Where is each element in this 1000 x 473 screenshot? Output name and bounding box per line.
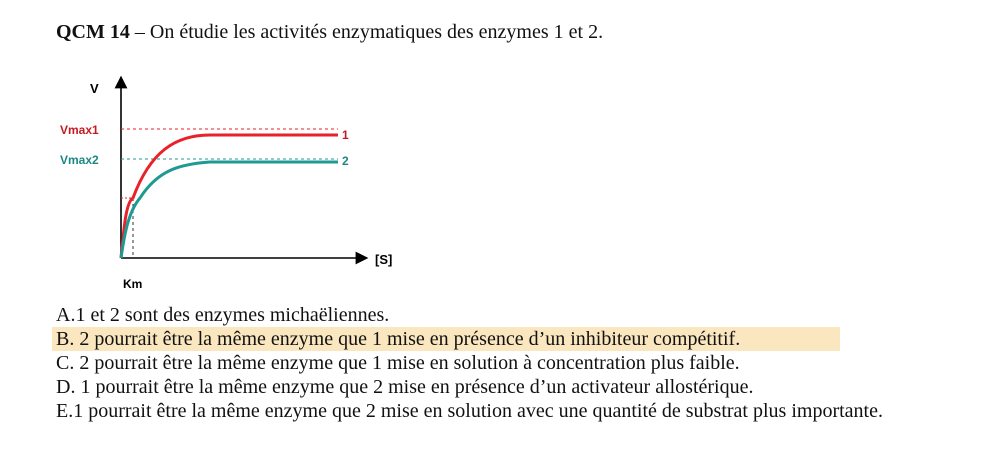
series-1-curve: [121, 135, 338, 258]
answer-list: [52, 303, 992, 423]
vmax2-label: Vmax2: [60, 153, 99, 167]
chart-svg: [40, 72, 420, 297]
answer-e: E.1 pourrait être la même enzyme que 2 mise en solution avec une quantité de substrat plus importante.: [56, 400, 883, 422]
series-1-label: 1: [342, 128, 349, 142]
answer-c: C. 2 pourrait être la même enzyme que 1 mise en solution à concentration plus faible.: [56, 352, 740, 374]
question-label: QCM 14: [56, 21, 130, 43]
question-separator: –: [129, 21, 150, 43]
question-text: On étudie les activités enzymatiques des enzymes 1 et 2.: [149, 21, 604, 43]
y-axis-label: V: [90, 81, 99, 96]
answer-a: A.1 et 2 sont des enzymes michaëliennes.: [56, 304, 390, 326]
enzyme-kinetics-chart: [40, 72, 420, 297]
question-title: [56, 19, 603, 45]
answer-d: D. 1 pourrait être la même enzyme que 2 mise en présence d’un activateur allostérique.: [56, 376, 754, 398]
km-label: Km: [123, 277, 143, 291]
answer-b: B. 2 pourrait être la même enzyme que 1 mise en présence d’un inhibiteur compétitif.: [52, 327, 840, 351]
vmax1-label: Vmax1: [60, 123, 99, 137]
series-2-curve: [121, 162, 338, 258]
x-axis-label: [S]: [375, 252, 393, 267]
series-2-label: 2: [342, 154, 349, 168]
